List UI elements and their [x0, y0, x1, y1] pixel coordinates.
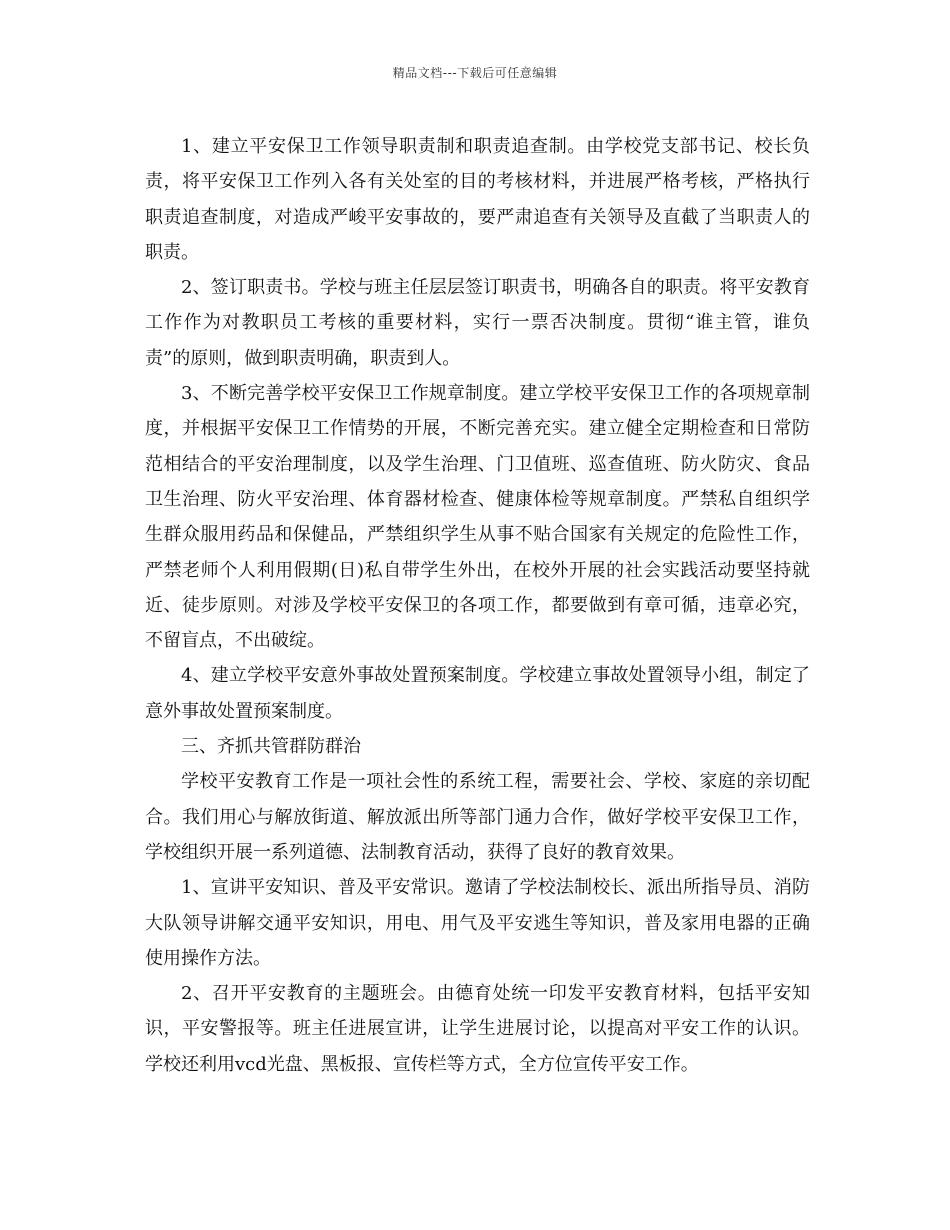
paragraph-sign-responsibility: 2、签订职责书。学校与班主任层层签订职责书，明确各自的职责。将平安教育工作作为对教职员工考核的重要材料，实行一票否决制度。贯彻“谁主管，谁负责”的原则，做到职责明确，职责到人。: [145, 277, 810, 369]
paragraph-social-cooperation: 学校平安教育工作是一项社会性的系统工程，需要社会、学校、家庭的亲切配合。我们用心与解放街道、解放派出所等部门通力合作，做好学校平安保卫工作，学校组织开展一系列道德、法制教育活动，获得了良好的教育效果。: [145, 771, 810, 863]
document-body: [145, 129, 810, 1082]
paragraph-rules-system: 3、不断完善学校平安保卫工作规章制度。建立学校平安保卫工作的各项规章制度，并根据平安保卫工作情势的开展，不断完善充实。建立健全定期检查和日常防范相结合的平安治理制度，以及学生治理、门卫值班、巡查值班、防火防灾、食品卫生治理、防火平安治理、体育器材检查、健康体检等规章制度。严禁私自组织学生群众服用药品和保健品，严禁组织学生从事不贴合国家有关规定的危险性工作，严禁老师个人利用假期(日)私自带学生外出，在校外开展的社会实践活动要坚持就近、徒步原则。对涉及学校平安保卫的各项工作，都要做到有章可循，违章必究，不留盲点，不出破绽。: [145, 383, 810, 652]
section-heading: 三、齐抓共管群防群治: [181, 736, 361, 758]
paragraph-class-meeting: 2、召开平安教育的主题班会。由德育处统一印发平安教育材料，包括平安知识，平安警报等。班主任进展宣讲，让学生进展讨论，以提高对平安工作的认识。学校还利用vcd光盘、黑板报、宣传栏等方式，全方位宣传平安工作。: [145, 983, 810, 1075]
paragraph-safety-knowledge: 1、宣讲平安知识、普及平安常识。邀请了学校法制校长、派出所指导员、消防大队领导讲解交通平安知识，用电、用气及平安逃生等知识，普及家用电器的正确使用操作方法。: [145, 877, 810, 969]
page-header: 精品文档---下载后可任意编辑: [392, 66, 558, 80]
paragraph-responsibility-system: 1、建立平安保卫工作领导职责制和职责追查制。由学校党支部书记、校长负责，将平安保卫工作列入各有关处室的目的考核材料，并进展严格考核，严格执行职责追查制度，对造成严峻平安事故的，要严肃追查有关领导及直截了当职责人的职责。: [145, 136, 810, 263]
paragraph-emergency-plan: 4、建立学校平安意外事故处置预案制度。学校建立事故处置领导小组，制定了意外事故处置预案制度。: [145, 665, 810, 722]
